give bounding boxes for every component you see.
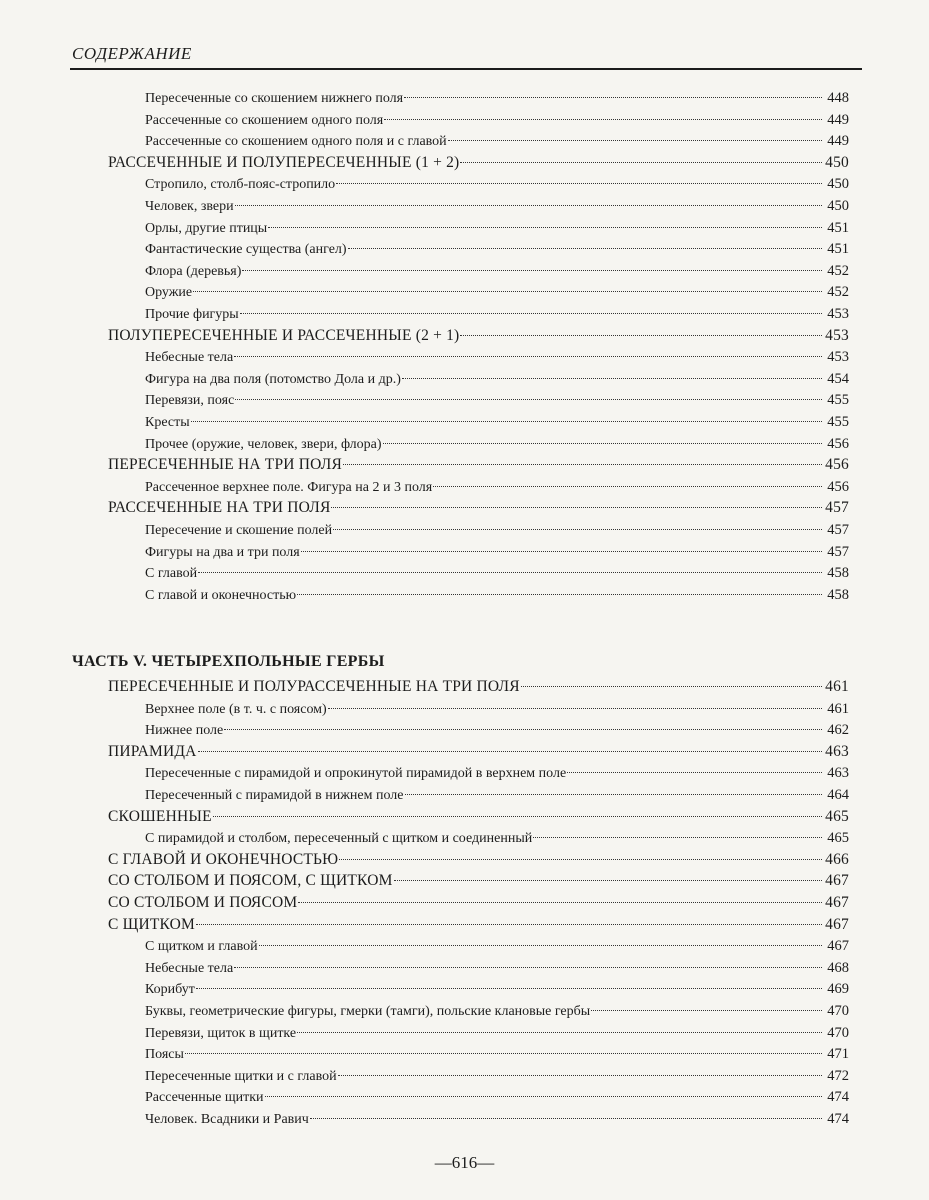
dot-leader <box>328 707 822 709</box>
toc-subentry <box>145 411 849 433</box>
dot-leader <box>402 377 822 379</box>
toc-section-entry <box>108 870 849 892</box>
entry-page-number: 471 <box>827 1046 849 1063</box>
header-divider <box>70 68 862 70</box>
toc-section-entry <box>108 454 849 476</box>
toc-subentry <box>145 303 849 325</box>
entry-title: ПОЛУПЕРЕСЕЧЕННЫЕ И РАССЕЧЕННЫЕ (2 + 1) <box>108 326 460 344</box>
dot-leader <box>198 750 822 752</box>
dot-leader <box>234 355 822 357</box>
entry-page-number: 461 <box>827 700 849 717</box>
toc-subentry <box>145 1065 849 1087</box>
toc-subentry <box>145 935 849 957</box>
entry-page-number: 467 <box>825 872 849 890</box>
entry-page-number: 451 <box>827 241 849 258</box>
toc-subentry <box>145 1022 849 1044</box>
entry-title: Фантастические существа (ангел) <box>145 242 347 258</box>
entry-page-number: 470 <box>827 1024 849 1041</box>
toc-subentry <box>145 957 849 979</box>
entry-page-number: 456 <box>827 435 849 452</box>
dot-leader <box>265 1095 822 1097</box>
entry-page-number: 451 <box>827 219 849 236</box>
entry-title: Прочее (оружие, человек, звери, флора) <box>145 436 382 452</box>
toc-subentry <box>145 519 849 541</box>
entry-title: С главой <box>145 566 198 582</box>
dot-leader <box>198 571 822 573</box>
entry-title: С пирамидой и столбом, пересеченный с щитком и соединенный <box>145 831 533 847</box>
toc-section-entry <box>108 325 849 347</box>
entry-title: РАССЕЧЕННЫЕ И ПОЛУПЕРЕСЕЧЕННЫЕ (1 + 2) <box>108 153 460 171</box>
entry-title: Перевязи, щиток в щитке <box>145 1025 297 1041</box>
entry-title: Рассеченные со скошением одного поля и с главой <box>145 134 447 150</box>
entry-page-number: 465 <box>827 830 849 847</box>
toc-subentry <box>145 698 849 720</box>
entry-title: СКОШЕННЫЕ <box>108 807 212 825</box>
entry-title: Перевязи, пояс <box>145 393 235 409</box>
toc-section-entry <box>108 497 849 519</box>
dot-leader <box>336 182 822 184</box>
entry-page-number: 467 <box>825 915 849 933</box>
dot-leader <box>383 442 822 444</box>
entry-page-number: 456 <box>827 478 849 495</box>
entry-page-number: 454 <box>827 370 849 387</box>
dot-leader <box>297 593 822 595</box>
entry-page-number: 463 <box>827 765 849 782</box>
entry-title: Пересеченные щитки и с главой <box>145 1068 337 1084</box>
toc-subentry <box>145 130 849 152</box>
entry-title: Фигуры на два и три поля <box>145 544 300 560</box>
toc-subentry <box>145 978 849 1000</box>
dot-leader <box>331 506 822 508</box>
toc-subentry <box>145 368 849 390</box>
entry-page-number: 474 <box>827 1089 849 1106</box>
toc-subentry <box>145 346 849 368</box>
dot-leader <box>591 1009 822 1011</box>
entry-page-number: 457 <box>827 522 849 538</box>
entry-page-number: 455 <box>827 392 849 409</box>
toc-subentry <box>145 433 849 455</box>
dot-leader <box>521 685 822 687</box>
entry-page-number: 465 <box>825 807 849 825</box>
dot-leader <box>240 312 822 314</box>
entry-title: Рассеченные щитки <box>145 1090 264 1106</box>
dot-leader <box>301 550 822 552</box>
toc-subentry <box>145 762 849 784</box>
dot-leader <box>384 118 822 120</box>
entry-page-number: 452 <box>827 262 849 279</box>
dot-leader <box>185 1052 822 1054</box>
entry-page-number: 450 <box>827 198 849 214</box>
entry-title: Небесные тела <box>145 960 234 976</box>
entry-title: Орлы, другие птицы <box>145 220 268 236</box>
toc-subentry <box>145 217 849 239</box>
dot-leader <box>405 793 823 795</box>
entry-page-number: 449 <box>827 133 849 150</box>
page-number: —616— <box>434 1153 495 1172</box>
entry-title: С ЩИТКОМ <box>108 915 196 933</box>
dot-leader <box>213 815 822 817</box>
toc-subentry <box>145 719 849 741</box>
entry-page-number: 453 <box>827 349 849 366</box>
toc-subentry <box>145 784 849 806</box>
toc-subentry <box>145 389 849 411</box>
dot-leader <box>567 771 822 773</box>
entry-title: Буквы, геометрические фигуры, гмерки (тамги), польские клановые гербы <box>145 1004 591 1019</box>
dot-leader <box>460 161 822 163</box>
dot-leader <box>297 1031 822 1033</box>
dot-leader <box>339 858 822 860</box>
toc-subentry <box>145 1108 849 1130</box>
entry-page-number: 474 <box>827 1111 849 1127</box>
toc-section-entry <box>108 914 849 936</box>
toc-subentry <box>145 87 849 109</box>
entry-page-number: 453 <box>827 306 849 322</box>
entry-title: С ГЛАВОЙ И ОКОНЕЧНОСТЬЮ <box>108 850 339 868</box>
dot-leader <box>433 485 822 487</box>
entry-page-number: 455 <box>827 414 849 430</box>
toc-section-entry <box>108 806 849 828</box>
toc-subentry <box>145 562 849 584</box>
entry-page-number: 457 <box>825 499 849 517</box>
dot-leader <box>310 1117 822 1119</box>
entry-page-number: 449 <box>827 111 849 128</box>
toc-subentry <box>145 1000 849 1022</box>
dot-leader <box>234 966 822 968</box>
entry-page-number: 457 <box>827 543 849 560</box>
entry-page-number: 472 <box>827 1067 849 1084</box>
entry-title: Поясы <box>145 1047 184 1063</box>
entry-title: СО СТОЛБОМ И ПОЯСОМ <box>108 894 298 911</box>
dot-leader <box>343 463 822 465</box>
dot-leader <box>259 944 822 946</box>
entry-title: СО СТОЛБОМ И ПОЯСОМ, С ЩИТКОМ <box>108 872 393 890</box>
page-title: СОДЕРЖАНИЕ <box>72 44 192 63</box>
entry-page-number: 450 <box>825 153 849 171</box>
toc-subentry <box>145 476 849 498</box>
entry-title: Оружие <box>145 285 193 301</box>
entry-title: С щитком и главой <box>145 939 258 955</box>
entry-title: Человек, звери <box>145 199 234 214</box>
toc-section-entry <box>108 676 849 698</box>
entry-title: Пересечение и скошение полей <box>145 523 333 538</box>
toc-section-entry <box>108 892 849 914</box>
entry-page-number: 462 <box>827 722 849 739</box>
dot-leader <box>196 923 822 925</box>
entry-title: Пересеченные с пирамидой и опрокинутой пирамидой в верхнем поле <box>145 766 567 782</box>
entry-title: ПИРАМИДА <box>108 742 197 760</box>
toc-subentry <box>145 584 849 606</box>
entry-page-number: 452 <box>827 284 849 301</box>
entry-page-number: 467 <box>825 894 849 911</box>
toc-subentry <box>145 109 849 131</box>
entry-title: Стропило, столб-пояс-стропило <box>145 177 336 193</box>
entry-title: Фигура на два поля (потомство Дола и др.) <box>145 371 401 387</box>
entry-page-number: 466 <box>825 850 849 868</box>
entry-title: Пересеченный с пирамидой в нижнем поле <box>145 788 404 803</box>
dot-leader <box>394 879 822 881</box>
toc-subentry <box>145 827 849 849</box>
dot-leader <box>193 290 822 292</box>
part-v-heading: ЧАСТЬ V. ЧЕТЫРЕХПОЛЬНЫЕ ГЕРБЫ <box>72 653 385 670</box>
toc-section-entry <box>108 741 849 763</box>
entry-title: Флора (деревья) <box>145 263 242 279</box>
entry-page-number: 470 <box>827 1003 849 1019</box>
dot-leader <box>191 420 822 422</box>
entry-page-number: 463 <box>825 742 849 760</box>
entry-title: РАССЕЧЕННЫЕ НА ТРИ ПОЛЯ <box>108 499 331 517</box>
entry-title: Прочие фигуры <box>145 307 239 322</box>
entry-title: Пересеченные со скошением нижнего поля <box>145 91 404 106</box>
toc-subentry <box>145 281 849 303</box>
dot-leader <box>196 987 822 989</box>
entry-title: Верхнее поле (в т. ч. с поясом) <box>145 701 327 717</box>
entry-title: Корибут <box>145 982 195 998</box>
entry-page-number: 458 <box>827 586 849 603</box>
dot-leader <box>533 836 822 838</box>
toc-subentry <box>145 238 849 260</box>
toc-subentry <box>145 173 849 195</box>
dot-leader <box>224 728 822 730</box>
entry-page-number: 456 <box>825 456 849 474</box>
toc-section-entry <box>108 849 849 871</box>
toc-subentry <box>145 541 849 563</box>
dot-leader <box>242 269 822 271</box>
entry-title: Кресты <box>145 415 190 430</box>
toc-subentry <box>145 1043 849 1065</box>
entry-title: Небесные тела <box>145 350 234 366</box>
entry-page-number: 464 <box>827 787 849 803</box>
entry-title: Рассеченное верхнее поле. Фигура на 2 и 3 поля <box>145 479 433 495</box>
dot-leader <box>298 901 822 903</box>
entry-page-number: 469 <box>827 981 849 998</box>
dot-leader <box>404 96 822 98</box>
entry-page-number: 458 <box>827 565 849 582</box>
entry-title: Рассеченные со скошением одного поля <box>145 112 384 128</box>
toc-subentry <box>145 260 849 282</box>
dot-leader <box>460 334 822 336</box>
dot-leader <box>348 247 822 249</box>
dot-leader <box>235 398 822 400</box>
entry-page-number: 450 <box>827 176 849 193</box>
dot-leader <box>333 528 822 530</box>
entry-title: Человек. Всадники и Равич <box>145 1112 309 1127</box>
entry-title: ПЕРЕСЕЧЕННЫЕ НА ТРИ ПОЛЯ <box>108 456 343 474</box>
entry-title: Нижнее поле <box>145 723 224 739</box>
toc-subentry <box>145 195 849 217</box>
entry-title: С главой и оконечностью <box>145 587 297 603</box>
dot-leader <box>448 139 822 141</box>
toc-section-entry <box>108 152 849 174</box>
dot-leader <box>338 1074 822 1076</box>
dot-leader <box>268 226 822 228</box>
dot-leader <box>235 204 822 206</box>
entry-page-number: 467 <box>827 938 849 955</box>
toc-subentry <box>145 1086 849 1108</box>
entry-page-number: 453 <box>825 326 849 344</box>
entry-page-number: 468 <box>827 959 849 976</box>
entry-title: ПЕРЕСЕЧЕННЫЕ И ПОЛУРАССЕЧЕННЫЕ НА ТРИ ПОЛЯ <box>108 678 520 695</box>
entry-page-number: 448 <box>827 90 849 106</box>
entry-page-number: 461 <box>825 678 849 695</box>
